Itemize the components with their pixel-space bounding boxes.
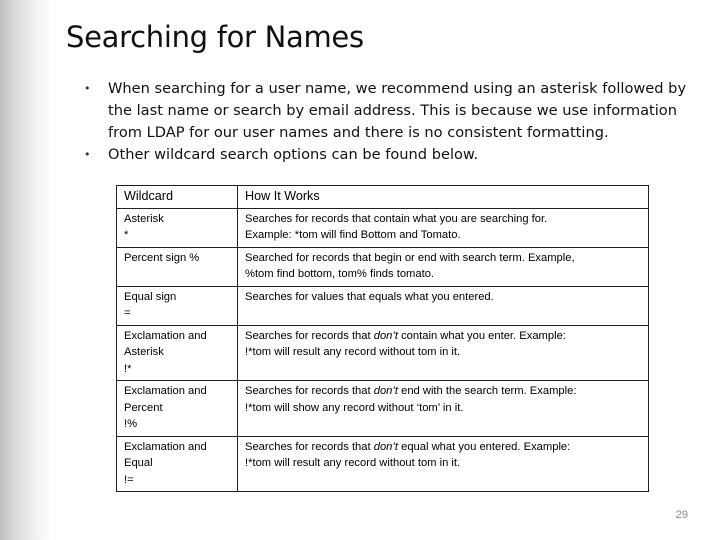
how-cell [238,325,649,381]
cell-line: Equal [124,457,153,469]
table-row [117,247,649,286]
cell-line: Asterisk [124,346,164,358]
cell-line: !*tom will result any record without tom in it. [245,346,461,358]
how-cell [238,381,649,437]
wildcard-cell [117,286,238,325]
cell-line [245,439,644,456]
cell-line: Searched for records that begin or end with search term. Example, [245,251,575,264]
wildcard-cell [117,325,238,381]
cell-line: !* [124,362,132,375]
wildcard-cell [117,208,238,247]
slide-title: Searching for Names [66,20,364,54]
header-how-it-works: How It Works [238,186,649,209]
how-cell [238,247,649,286]
emphasis-text: don’t [373,329,398,342]
text-run: Searches for records that [245,440,374,453]
wildcard-table [116,185,649,492]
table-row [117,208,649,247]
cell-line: !% [124,418,138,430]
cell-line: Exclamation and [124,440,207,453]
cell-line: !*tom will result any record without tom in it. [245,457,461,469]
cell-line: Example: *tom will find Bottom and Tomato. [245,229,461,241]
cell-line: = [124,307,131,319]
cell-line: Searches for records that contain what you are searching for. [245,212,548,225]
bullet-icon: • [84,148,91,161]
table-row [117,286,649,325]
cell-line: Percent sign % [124,251,200,264]
text-run: Searches for records that [245,329,374,342]
wildcard-cell [117,436,238,492]
cell-line: Exclamation and [124,329,207,342]
emphasis-text: don’t [373,440,398,453]
bullet-text: Other wildcard search options can be found below. [108,146,479,163]
table-header-row [117,186,649,209]
bullet-text: When searching for a user name, we recommend using an asterisk followed by the last name or search by email address. This is because we use information from LDAP for our user names and there is no consistent formatting. [108,80,687,141]
header-wildcard: Wildcard [117,186,238,209]
cell-line: Searches for values that equals what you entered. [245,290,494,303]
table-row [117,436,649,492]
how-cell [238,208,649,247]
cell-line: Exclamation and [124,385,207,397]
text-run: equal what you entered. Example: [397,440,571,453]
bullet-list [84,78,704,166]
cell-line: !*tom will show any record without ‘tom’ in it. [245,401,464,414]
table-row [117,381,649,437]
cell-line: %tom find bottom, tom% finds tomato. [245,268,435,280]
cell-line [245,383,644,400]
wildcard-cell [117,381,238,437]
how-cell [238,286,649,325]
text-run: Searches for records that [245,385,374,397]
bullet-item [84,144,704,166]
cell-line: Percent [124,401,163,414]
left-edge-shadow [0,0,52,540]
bullet-item [84,78,704,144]
emphasis-text: don’t [373,385,398,397]
cell-line: != [124,473,134,486]
page-number: 29 [675,509,688,521]
cell-line: Asterisk [124,212,164,225]
bullet-icon: • [84,82,91,95]
wildcard-cell [117,247,238,286]
table-row [117,325,649,381]
cell-line: Equal sign [124,290,177,303]
cell-line [245,328,644,345]
text-run: end with the search term. Example: [397,385,577,397]
cell-line: * [124,229,129,241]
how-cell [238,436,649,492]
text-run: contain what you enter. Example: [397,329,566,342]
